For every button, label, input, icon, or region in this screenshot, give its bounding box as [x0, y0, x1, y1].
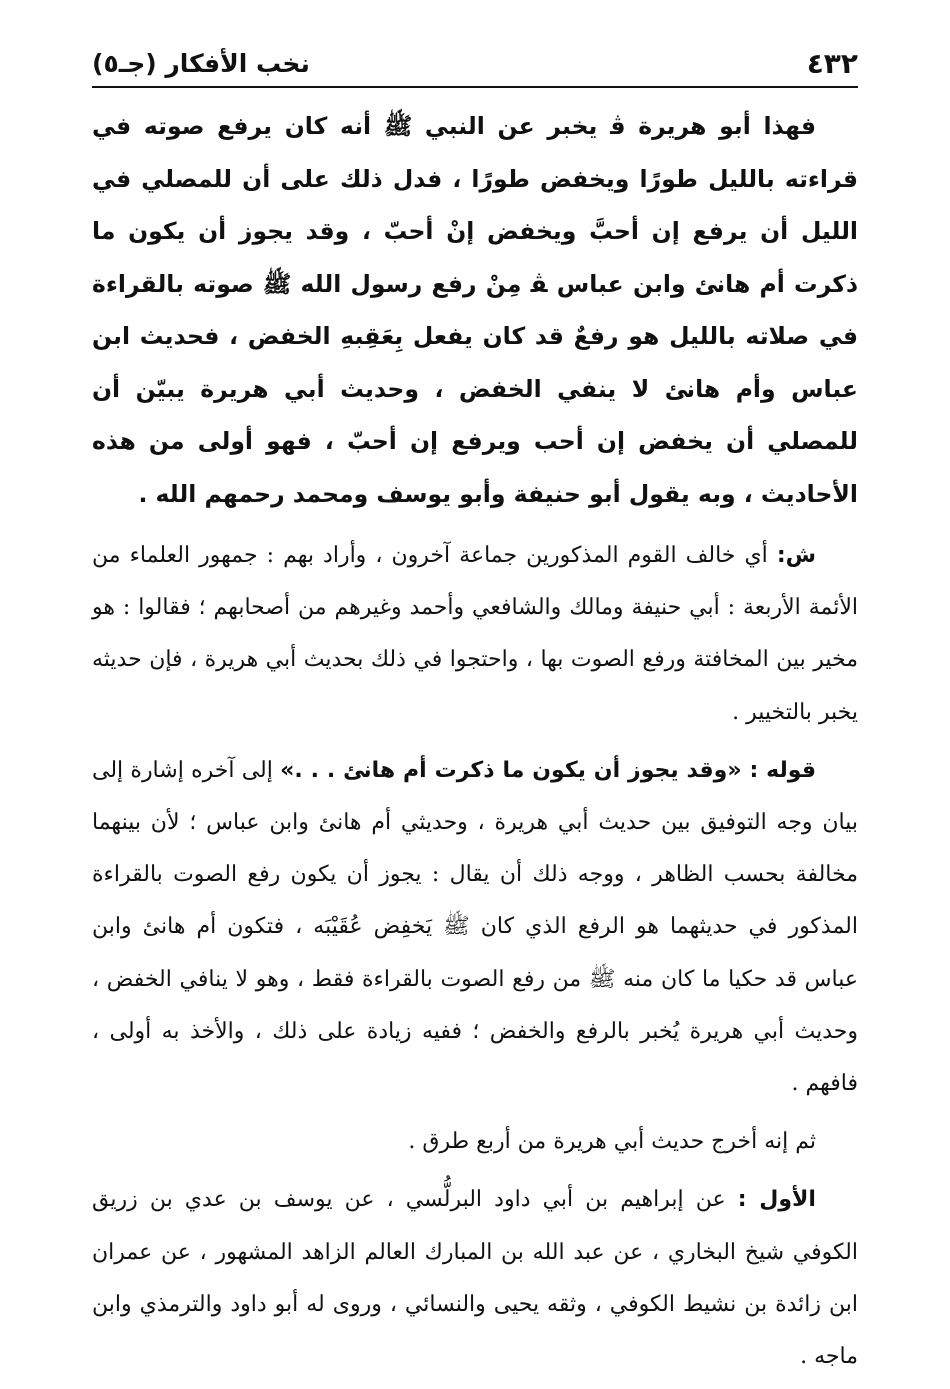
- paragraph-text: أي خالف القوم المذكورين جماعة آخرون ، وأراد بهم : جمهور العلماء من الأئمة الأربعة : أبي حنيفة ومالك والشافعي وأحمد وغيرهم من أصحابهم ؛ فقالوا : هو مخير بين المخافتة ورفع الصوت بها ، واحتجوا في ذلك بحديث أبي هريرة ، فإن حديثه يخبر بالتخيير .: [92, 543, 858, 725]
- paragraph-text: فهذا أبو هريرة ﭬ يخبر عن النبي ﷺ أنه كان يرفع صوته في قراءته بالليل طورًا ويخفض طورًا ، فدل ذلك على أن للمصلي في الليل أن يرفع إن أحبَّ ويخفض إنْ أحبّ ، وقد يجوز أن يكون ما ذكرت أم هانئ وابن عباس ﭭ مِنْ رفع رسول الله ﷺ صوته بالقراءة في صلاته بالليل هو رفعٌ قد كان يفعل بِعَقِبهِ الخفض ، فحديث ابن عباس وأم هانئ لا ينفي الخفض ، وحديث أبي هريرة يبيّن أن للمصلي أن يخفض إن أحب ويرفع إن أحبّ ، فهو أولى من هذه الأحاديث ، وبه يقول أبو حنيفة وأبو يوسف ومحمد رحمهم الله .: [92, 112, 858, 508]
- hadith-text-paragraph: [92, 100, 858, 520]
- commentary-paragraph: [92, 530, 858, 739]
- page-header: [92, 40, 858, 88]
- commentary-paragraph: [92, 745, 858, 1110]
- paragraph-text: ثم إنه أخرج حديث أبي هريرة من أربع طرق .: [408, 1129, 816, 1155]
- commentary-paragraph: [92, 1174, 858, 1383]
- page-number: ٤٣٢: [806, 46, 858, 80]
- commentary-paragraph: [92, 1116, 858, 1168]
- page-body: [92, 100, 858, 1389]
- chain-lead: الأول :: [737, 1187, 816, 1213]
- running-title: نخب الأفكار (جـ٥): [92, 48, 310, 78]
- commentary-lead: ش:: [776, 543, 816, 568]
- paragraph-text: عن إبراهيم بن أبي داود البرلُّسي ، عن يوسف بن عدي بن زريق الكوفي شيخ البخاري ، عن عبد الله بن المبارك العالم الزاهد المشهور ، عن عمران ابن زائدة بن نشيط الكوفي ، وثقه يحيى والنسائي ، وروى له أبو داود والترمذي وابن ماجه .: [92, 1187, 858, 1370]
- paragraph-text: إلى آخره إشارة إلى بيان وجه التوفيق بين حديث أبي هريرة ، وحديثي أم هانئ وابن عباس ؛ لأن بينهما مخالفة بحسب الظاهر ، ووجه ذلك أن يقال : يجوز أن يكون رفع الصوت بالقراءة المذكور في حديثهما هو الرفع الذي كان ﷺ يَخفِض عُقَيْبَه ، فتكون أم هانئ وابن عباس قد حكيا ما كان منه ﷺ من رفع الصوت بالقراءة فقط ، وهو لا ينافي الخفض ، وحديث أبي هريرة يُخبر بالرفع والخفض ؛ ففيه زيادة على ذلك ، والأخذ به أولى ، فافهم .: [92, 757, 859, 1097]
- quoted-phrase-lead: قوله : «وقد يجوز أن يكون ما ذكرت أم هانئ . . .»: [280, 757, 816, 783]
